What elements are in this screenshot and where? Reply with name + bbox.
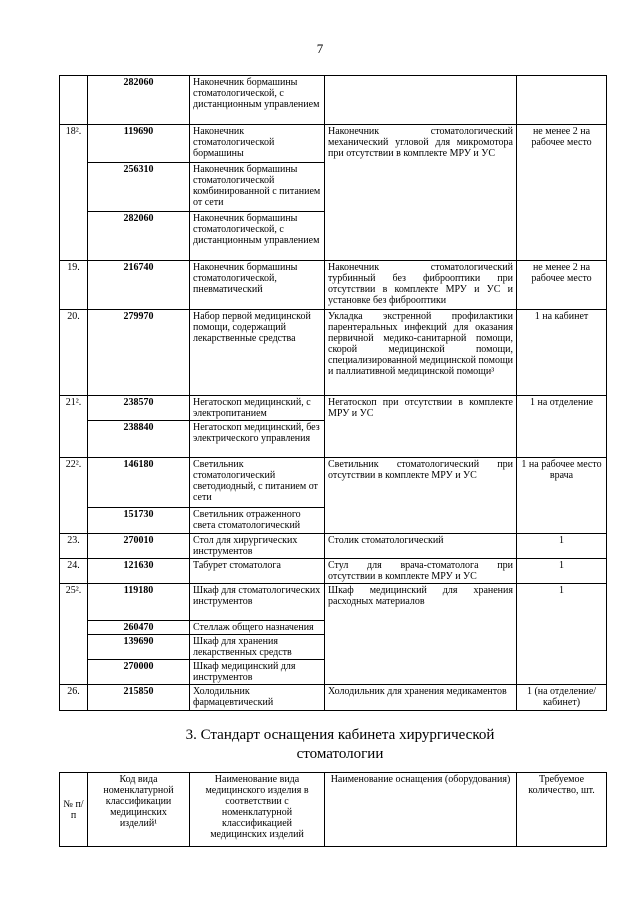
header-code: Код вида номенклатурной классификации медицинских изделий¹ (88, 773, 190, 847)
row-number: 24. (60, 559, 88, 584)
device-name: Стеллаж общего назначения (190, 621, 325, 635)
row-number: 18². (60, 125, 88, 261)
page-number: 7 (316, 41, 324, 56)
nomenclature-code: 119180 (88, 584, 190, 621)
row-number: 21². (60, 396, 88, 458)
nomenclature-code: 282060 (88, 76, 190, 125)
required-quantity: не менее 2 на рабочее место (517, 125, 607, 261)
nomenclature-code: 270010 (88, 534, 190, 559)
device-name: Шкаф для хранения лекарственных средств (190, 635, 325, 660)
nomenclature-code: 279970 (88, 310, 190, 396)
equipment-name: Шкаф медицинский для хранения расходных материалов (325, 584, 517, 685)
required-quantity: 1 (517, 584, 607, 685)
row-number: 25². (60, 584, 88, 685)
device-name: Наконечник бормашины стоматологической комбинированной с питанием от сети (190, 163, 325, 212)
row-number: 22². (60, 458, 88, 534)
table-row (60, 261, 607, 310)
row-number: 26. (60, 685, 88, 711)
device-name: Наконечник стоматологической бормашины (190, 125, 325, 163)
nomenclature-code: 119690 (88, 125, 190, 163)
required-quantity: 1 на рабочее место врача (517, 458, 607, 534)
equipment-name: Столик стоматологический (325, 534, 517, 559)
nomenclature-code: 139690 (88, 635, 190, 660)
header-equipment: Наименование оснащения (оборудования) (325, 773, 517, 847)
nomenclature-code: 256310 (88, 163, 190, 212)
row-number: 20. (60, 310, 88, 396)
device-name: Негатоскоп медицинский, с электропитанием (190, 396, 325, 421)
device-name: Стол для хирургических инструментов (190, 534, 325, 559)
equipment-name: Негатоскоп при отсутствии в комплекте МРУ и УС (325, 396, 517, 458)
nomenclature-code: 121630 (88, 559, 190, 584)
equipment-name (325, 76, 517, 125)
equipment-name: Стул для врача-стоматолога при отсутствии в комплекте МРУ и УС (325, 559, 517, 584)
row-number (60, 76, 88, 125)
device-name: Холодильник фармацевтический (190, 685, 325, 711)
nomenclature-code: 238840 (88, 421, 190, 458)
device-name: Наконечник бормашины стоматологической, с дистанционным управлением (190, 212, 325, 261)
required-quantity: 1 на отделение (517, 396, 607, 458)
nomenclature-code: 270000 (88, 660, 190, 685)
table-row (60, 125, 607, 163)
equipment-name: Укладка экстренной профилактики парентеральных инфекций для оказания первичной медико-санитарной помощи, скорой медицинской помощи, специализированной медицинской помощи и паллиативной медицинской помощи³ (325, 310, 517, 396)
nomenclature-code: 146180 (88, 458, 190, 508)
section-title: 3. Стандарт оснащения кабинета хирургической стоматологии (185, 727, 495, 762)
nomenclature-code: 260470 (88, 621, 190, 635)
required-quantity: 1 (517, 559, 607, 584)
equipment-name: Наконечник стоматологический механический угловой для микромотора при отсутствии в комплекте МРУ и УС (325, 125, 517, 261)
device-name: Шкаф для стоматологических инструментов (190, 584, 325, 621)
equipment-name: Наконечник стоматологический турбинный без фиброоптики при отсутствии в комплекте МРУ и УС и установке без фиброоптики (325, 261, 517, 310)
row-number: 19. (60, 261, 88, 310)
nomenclature-code: 238570 (88, 396, 190, 421)
device-name: Наконечник бормашины стоматологической, с дистанционным управлением (190, 76, 325, 125)
header-device-name: Наименование вида медицинского изделия в соответствии с номенклатурной классификацией медицинских изделий (190, 773, 325, 847)
nomenclature-code: 215850 (88, 685, 190, 711)
equipment-name: Холодильник для хранения медикаментов (325, 685, 517, 711)
required-quantity: 1 (517, 534, 607, 559)
nomenclature-code: 282060 (88, 212, 190, 261)
required-quantity: 1 (на отделение/ кабинет) (517, 685, 607, 711)
table-row (60, 584, 607, 621)
equipment-name: Светильник стоматологический при отсутствии в комплекте МРУ и УС (325, 458, 517, 534)
table-row (60, 534, 607, 559)
device-name: Наконечник бормашины стоматологической, пневматический (190, 261, 325, 310)
header-number: № п/п (60, 773, 88, 847)
header-table (59, 772, 607, 847)
device-name: Светильник стоматологический светодиодный, с питанием от сети (190, 458, 325, 508)
table-row (60, 310, 607, 396)
table-row (60, 685, 607, 711)
table-row (60, 76, 607, 125)
table-header-row (60, 773, 607, 847)
table-row (60, 559, 607, 584)
nomenclature-code: 216740 (88, 261, 190, 310)
row-number: 23. (60, 534, 88, 559)
nomenclature-code: 151730 (88, 508, 190, 534)
device-name: Табурет стоматолога (190, 559, 325, 584)
device-name: Негатоскоп медицинский, без электрического управления (190, 421, 325, 458)
required-quantity: 1 на кабинет (517, 310, 607, 396)
equipment-table (59, 75, 607, 711)
device-name: Набор первой медицинской помощи, содержащий лекарственные средства (190, 310, 325, 396)
header-quantity: Требуемое количество, шт. (517, 773, 607, 847)
device-name: Светильник отраженного света стоматологический (190, 508, 325, 534)
device-name: Шкаф медицинский для инструментов (190, 660, 325, 685)
required-quantity: не менее 2 на рабочее место (517, 261, 607, 310)
table-row (60, 458, 607, 508)
table-row (60, 396, 607, 421)
required-quantity (517, 76, 607, 125)
